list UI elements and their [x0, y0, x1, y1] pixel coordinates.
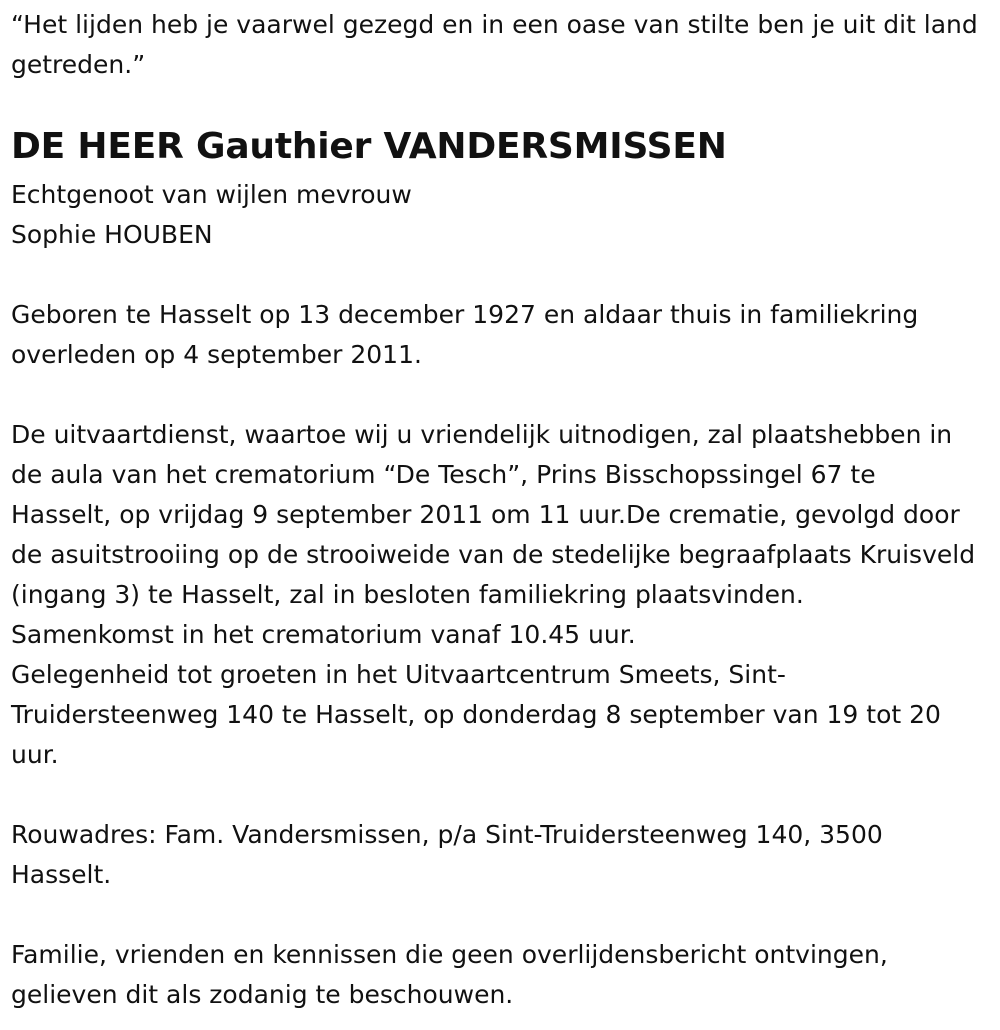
spouse-line-1: Echtgenoot van wijlen mevrouw: [11, 180, 412, 209]
birth-death-paragraph: Geboren te Hasselt op 13 december 1927 en aldaar thuis in familiekring overleden op 4 september 2011.: [11, 300, 919, 369]
spouse-line-2: Sophie HOUBEN: [11, 220, 213, 249]
gathering-line: Samenkomst in het crematorium vanaf 10.45 uur.: [11, 620, 636, 649]
viewing-paragraph: Gelegenheid tot groeten in het Uitvaartcentrum Smeets, Sint-Truidersteenweg 140 te Hasselt, op donderdag 8 september van 19 tot 20 uur.: [11, 660, 941, 769]
service-paragraph: De uitvaartdienst, waartoe wij u vriendelijk uitnodigen, zal plaatshebben in de aula van het crematorium “De Tesch”, Prins Bisschopssingel 67 te Hasselt, op vrijdag 9 september 2011 om 11 uur.De crematie, gevolgd door de asuitstrooiing op de strooiweide van de stedelijke begraafplaats Kruisveld (ingang 3) te Hasselt, zal in besloten familiekring plaatsvinden.: [11, 420, 976, 609]
intro-quote: “Het lijden heb je vaarwel gezegd en in een oase van stilte ben je uit dit land getreden.”: [11, 10, 978, 79]
closing-paragraph: Familie, vrienden en kennissen die geen overlijdensbericht ontvingen, gelieven dit als zodanig te beschouwen.: [11, 940, 888, 1009]
deceased-name: DE HEER Gauthier VANDERSMISSEN: [11, 126, 727, 167]
mourning-address: Rouwadres: Fam. Vandersmissen, p/a Sint-Truidersteenweg 140, 3500 Hasselt.: [11, 820, 883, 889]
